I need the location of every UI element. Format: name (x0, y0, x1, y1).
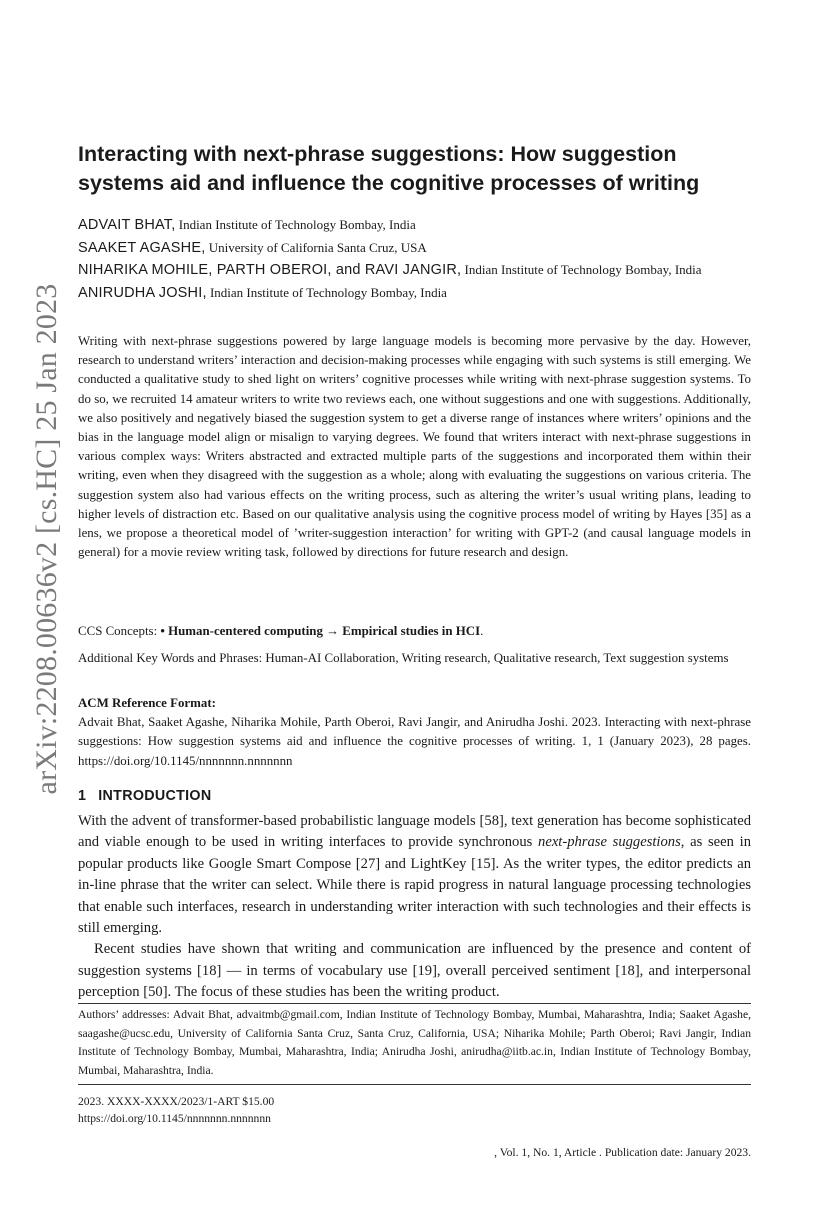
section-heading (78, 786, 751, 806)
section-number: 1 (78, 788, 87, 804)
ccs-concept: Human-centered computing → Empirical studies in HCI (164, 624, 481, 638)
ccs-label: CCS Concepts: (78, 624, 161, 638)
intro-text: , as seen in popular products like Google Smart Compose [27] and LightKey [15]. As the writer types, the editor predicts an in-line phrase that the writer can select. While there is rapid progress in natural language processing technologies that enable such interfaces, research in understanding writer interaction with such technologies and their effects is still emerging. (78, 834, 751, 937)
acm-reference-heading: ACM Reference Format: (78, 696, 216, 710)
author-entry (78, 259, 751, 282)
ccs-bullet: • (160, 624, 165, 638)
author-addresses: Authors’ addresses: Advait Bhat, advaitmb@gmail.com, Indian Institute of Technology Bombay, Mumbai, Maharashtra, India; Saaket Agashe, saagashe@ucsc.edu, University of California Santa Cruz, Santa Cruz, California, USA; Niharika Mohile; Parth Oberoi; Ravi Jangir, Indian Institute of Technology Bombay, Mumbai, Maharashtra, India; Anirudha Joshi, anirudha@iitb.ac.in, Indian Institute of Technology Bombay, Mumbai, Maharashtra, India. (78, 1008, 751, 1077)
paper-title: Interacting with next-phrase suggestions: How suggestion systems aid and influence the cognitive processes of writing (78, 142, 700, 195)
intro-emphasis: next-phrase suggestions (538, 834, 681, 851)
author-name: ANIRUDHA JOSHI, (78, 284, 207, 301)
footnote-divider (78, 1003, 751, 1004)
section-title: INTRODUCTION (98, 788, 212, 804)
intro-paragraph (78, 811, 751, 939)
publication-info (78, 1093, 751, 1128)
intro-text: With the advent of transformer-based probabilistic language models [58], text generation has become sophisticated and viable enough to be used in writing interfaces to provide synchronous (78, 813, 751, 851)
publication-doi: https://doi.org/10.1145/nnnnnnn.nnnnnnn (78, 1112, 271, 1126)
keywords: Additional Key Words and Phrases: Human-AI Collaboration, Writing research, Qualitative research, Text suggestion systems (78, 651, 729, 665)
acm-reference-text: Advait Bhat, Saaket Agashe, Niharika Mohile, Parth Oberoi, Ravi Jangir, and Anirudha Joshi. 2023. Interacting with next-phrase suggestions: How suggestion systems aid and influence the cognitive processes of writing. 1, 1 (January 2023), 28 pages. https://doi.org/10.1145/nnnnnnn.nnnnnnn (78, 715, 751, 768)
author-affiliation: Indian Institute of Technology Bombay, India (461, 262, 702, 278)
introduction-body (78, 811, 751, 1004)
acm-reference (78, 694, 751, 771)
author-affiliation: University of California Santa Cruz, USA (205, 239, 427, 255)
author-name: SAAKET AGASHE, (78, 239, 206, 256)
author-entry (78, 237, 751, 260)
publication-line: 2023. XXXX-XXXX/2023/1-ART $15.00 (78, 1095, 275, 1108)
author-affiliation: Indian Institute of Technology Bombay, India (175, 217, 416, 232)
intro-paragraph: Recent studies have shown that writing and communication are influenced by the presence and content of suggestion systems [18] — in terms of vocabulary use [19], overall perceived sentiment [18], and interpersonal perception [50]. The focus of these studies has been the writing product. (78, 941, 751, 1001)
footnote-divider (78, 1084, 751, 1085)
author-affiliation: Indian Institute of Technology Bombay, India (206, 284, 447, 300)
author-entry (78, 214, 751, 237)
author-name: NIHARIKA MOHILE, PARTH OBEROI, and RAVI JANGIR, (78, 262, 462, 279)
arxiv-id: arXiv:2208.00636v2 [cs.HC] 25 Jan 2023 (30, 283, 63, 795)
page-footer: , Vol. 1, No. 1, Article . Publication date: January 2023. (494, 1146, 751, 1159)
ccs-concepts (78, 622, 751, 641)
abstract: Writing with next-phrase suggestions powered by large language models is becoming more pervasive by the day. However, research to understand writers’ interaction and decision-making processes while engaging with such systems is still emerging. We conducted a qualitative study to shed light on writers’ cognitive processes while writing with next-phrase suggestion systems. To do so, we recruited 14 amateur writers to write two reviews each, one without suggestions and one with suggestions. Additionally, we also positively and negatively biased the suggestion system to get a diverse range of instances where writers’ opinions and the bias in the language model align or misalign to varying degrees. We found that writers interact with next-phrase suggestions in various complex ways: Writers abstracted and extracted multiple parts of the suggestions and incorporated them within their writing, even when they disagreed with the suggestion as a whole; along with evaluating the suggestions on various criteria. The suggestion system also had various effects on the writing process, such as altering the writer’s usual writing plans, leading to higher levels of distraction etc. Based on our qualitative analysis using the cognitive process model of writing by Hayes [35] as a lens, we propose a theoretical model of ’writer-suggestion interaction’ for writing with GPT-2 (and causal language models in general) for a movie review writing task, followed by directions for future research and design. (78, 334, 751, 560)
arxiv-watermark (24, 244, 70, 834)
author-entry (78, 282, 751, 305)
ccs-end: . (480, 624, 484, 638)
author-list (78, 214, 751, 304)
author-name: ADVAIT BHAT, (78, 217, 176, 233)
